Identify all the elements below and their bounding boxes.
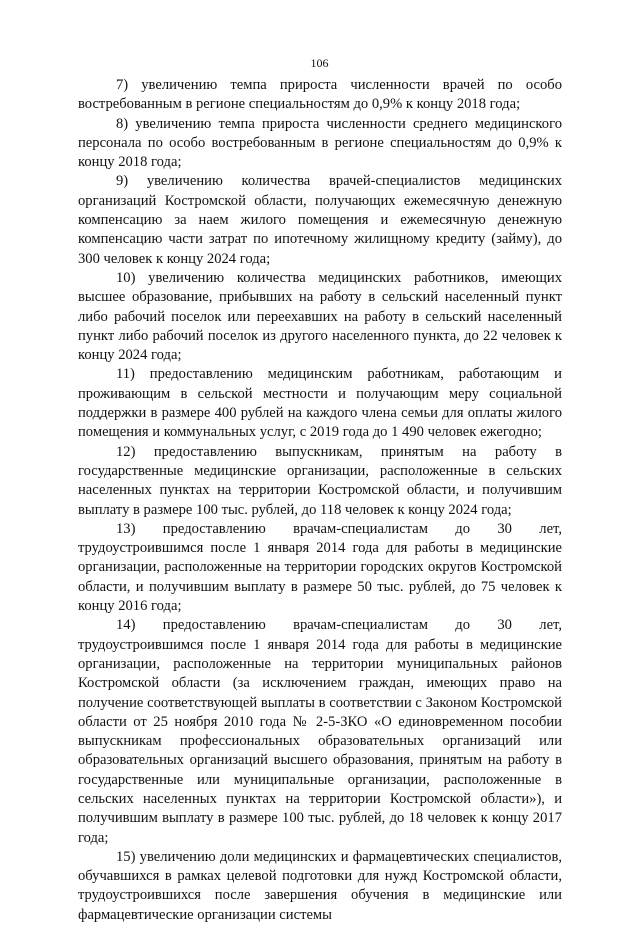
paragraph-11: 11) предоставлению медицинским работникам, работающим и проживающим в сельской местности и получающим меру социальной поддержки в размере 400 рублей на каждого члена семьи для оплаты жилого помещения и коммунальных услуг, с 2019 года до 1 490 человек ежегодно; [78, 366, 562, 441]
paragraph-9: 9) увеличению количества врачей-специалистов медицинских организаций Костромской области, получающих ежемесячную денежную компенсацию за наем жилого помещения и ежемесячную денежную компенсацию части затрат по ипотечному жилищному кредиту (займу), до 300 человек к концу 2024 года; [78, 173, 562, 267]
paragraph-8: 8) увеличению темпа прироста численности среднего медицинского персонала по особо востребованным в регионе специальностям до 0,9% к концу 2018 года; [78, 115, 562, 171]
page-number: 106 [310, 56, 329, 70]
paragraph-15: 15) увеличению доли медицинских и фармацевтических специалистов, обучавшихся в рамках целевой подготовки для нужд Костромской области, трудоустроившихся после завершения обучения в медицинские или фармацевтические организации системы [78, 848, 562, 923]
document-body [78, 76, 562, 925]
paragraph-7: 7) увеличению темпа прироста численности врачей по особо востребованным в регионе специальностям до 0,9% к концу 2018 года; [78, 77, 562, 113]
paragraph-14: 14) предоставлению врачам-специалистам до 30 лет, трудоустроившимся после 1 января 2014 года для работы в медицинские организации, расположенные на территории муниципальных районов Костромской области (за исключением граждан, имеющих право на получение соответствующей выплаты в соответствии с Законом Костромской области от 25 ноября 2010 года № 2-5-ЗКО «О единовременном пособии выпускникам профессиональных образовательных организаций или образовательных организаций высшего образования, принятым на работу в государственные или муниципальные организации, расположенные в сельских населенных пунктах на территории Костромской области»), и получившим выплату в размере 100 тыс. рублей, до 18 человек к концу 2017 года; [78, 617, 562, 846]
paragraph-13: 13) предоставлению врачам-специалистам до 30 лет, трудоустроившимся после 1 января 2014 года для работы в медицинские организации, расположенные на территории городских округов Костромской области, и получившим выплату в размере 50 тыс. рублей, до 75 человек к концу 2016 года; [78, 520, 562, 615]
paragraph-12: 12) предоставлению выпускникам, принятым на работу в государственные медицинские организации, расположенные в сельских населенных пунктах на территории Костромской области, и получившим выплату в размере 100 тыс. рублей, до 118 человек к концу 2024 года; [78, 443, 562, 518]
paragraph-10: 10) увеличению количества медицинских работников, имеющих высшее образование, прибывших на работу в сельский населенный пункт либо рабочий поселок или переехавших на работу в сельский населенный пункт либо рабочий поселок из другого населенного пункта, до 22 человек к концу 2024 года; [78, 269, 562, 364]
